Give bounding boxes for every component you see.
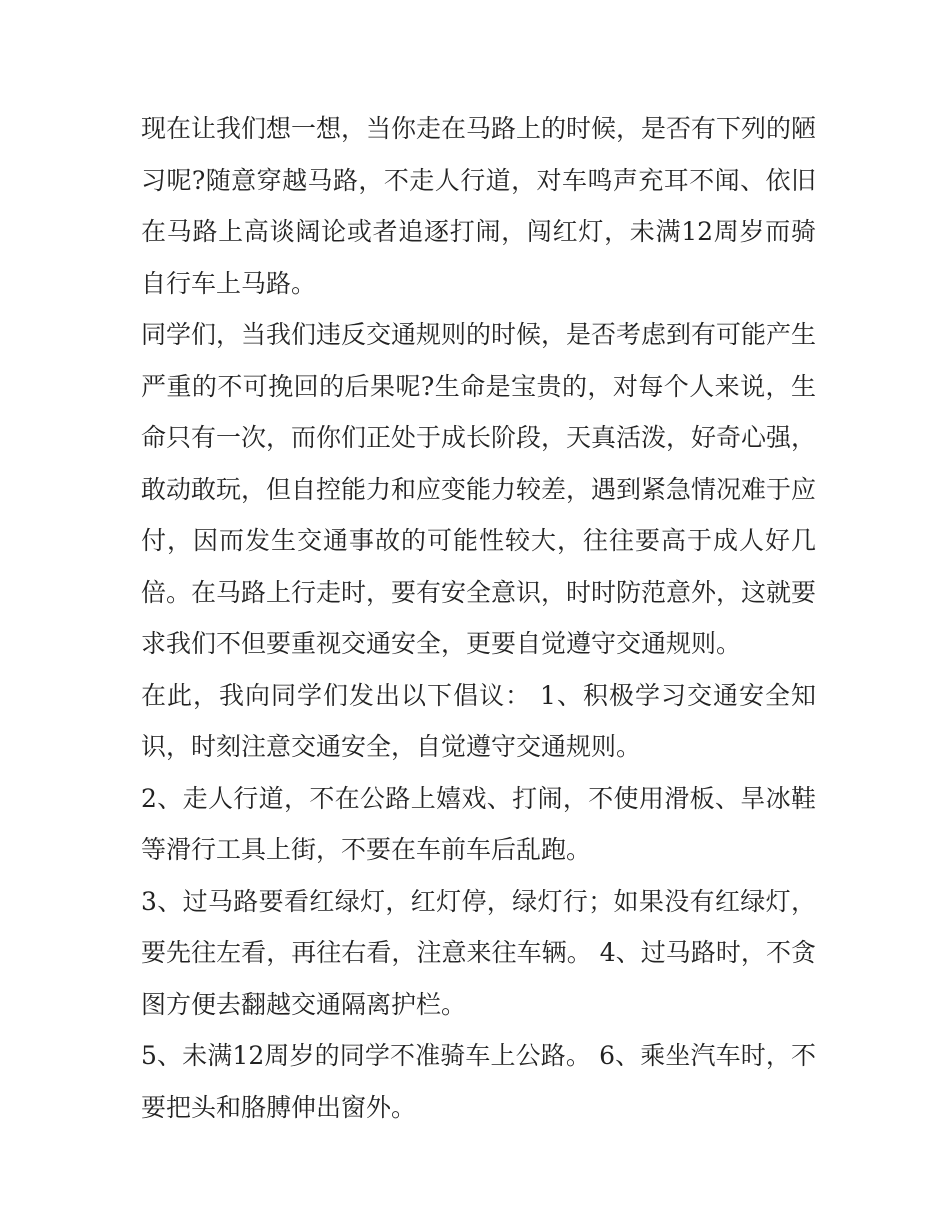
document-body (141, 103, 816, 1133)
paragraph-consequences: 同学们，当我们违反交通规则的时候，是否考虑到有可能产生严重的不可挽回的后果呢?生命是宝贵的，对每个人来说，生命只有一次，而你们正处于成长阶段，天真活泼，好奇心强，敢动敢玩，但自控能力和应变能力较差，遇到紧急情况难于应付，因而发生交通事故的可能性较大，往往要高于成人好几倍。在马路上行走时，要有安全意识，时时防范意外，这就要求我们不但要重视交通安全，更要自觉遵守交通规则。 (141, 320, 817, 658)
paragraph-bad-habits: 现在让我们想一想，当你走在马路上的时候，是否有下列的陋习呢?随意穿越马路，不走人行道，对车鸣声充耳不闻、依旧在马路上高谈阔论或者追逐打闹，闯红灯，未满12周岁而骑自行车上马路。 (141, 114, 817, 298)
paragraph-proposal-2: 2、走人行道，不在公路上嬉戏、打闹，不使用滑板、旱冰鞋等滑行工具上街，不要在车前车后乱跑。 (141, 783, 816, 864)
paragraph-proposal-3-4: 3、过马路要看红绿灯，红灯停，绿灯行；如果没有红绿灯，要先往左看，再往右看，注意来往车辆。 4、过马路时，不贪图方便去翻越交通隔离护栏。 (141, 886, 816, 1019)
paragraph-proposal-5-6: 5、未满12周岁的同学不准骑车上公路。 6、乘坐汽车时，不要把头和胳膊伸出窗外。 (141, 1041, 816, 1122)
paragraph-proposal-1: 在此，我向同学们发出以下倡议： 1、积极学习交通安全知识，时刻注意交通安全，自觉遵守交通规则。 (141, 680, 816, 761)
